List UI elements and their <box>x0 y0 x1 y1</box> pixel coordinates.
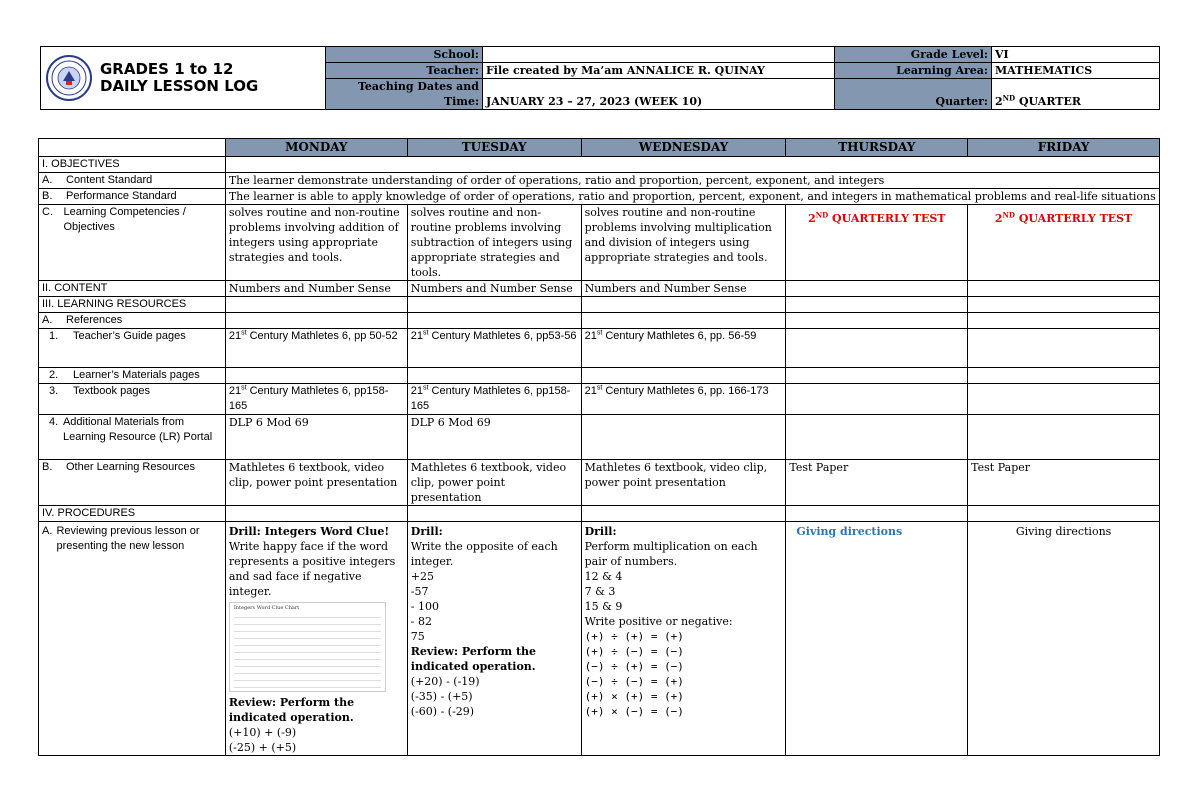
cell-blank <box>407 313 581 329</box>
tue-drill-text: Write the opposite of each integer. <box>410 540 558 568</box>
content-thursday <box>786 281 968 297</box>
qt-sup: ND <box>1002 210 1015 220</box>
tue-review-title: Review: Perform the indicated operation. <box>410 645 537 673</box>
row-num: A. <box>42 174 53 186</box>
row-label: Additional Materials from Learning Resource (LR) Portal <box>62 416 213 443</box>
tue-item: - 82 <box>410 615 432 628</box>
wed-item: 7 & 3 <box>584 585 616 598</box>
tue-op: (-60) - (-29) <box>410 705 475 718</box>
qt-rest: QUARTERLY TEST <box>828 212 946 225</box>
review-tuesday <box>407 522 581 756</box>
cell-blank <box>225 506 407 522</box>
tg-tuesday <box>407 329 581 368</box>
mon-review-title: Review: Perform the indicated operation. <box>228 696 355 724</box>
tg-wednesday <box>581 329 786 368</box>
grade-level-label: Grade Level: <box>835 47 992 63</box>
cell-blank <box>225 297 407 313</box>
qt-num: 2 <box>808 212 816 225</box>
cent-sup: st <box>241 329 247 337</box>
cell-blank <box>968 313 1160 329</box>
review-thursday: Giving directions <box>786 522 968 756</box>
tue-op: (+20) - (-19) <box>410 675 480 688</box>
cell-blank <box>407 506 581 522</box>
cent-sup: st <box>423 329 429 337</box>
school-value <box>483 47 835 63</box>
cent-num: 21 <box>410 385 424 397</box>
row-num: B. <box>42 461 53 473</box>
textbook-pages-label <box>39 384 226 415</box>
cell-blank <box>407 297 581 313</box>
content-standard-value: The learner demonstrate understanding of order of operations, ratio and proportion, percent, exponent, and integers <box>225 173 1159 189</box>
cell-blank <box>968 506 1160 522</box>
content-tuesday: Numbers and Number Sense <box>407 281 581 297</box>
tg-tuesday-text: Century Mathletes 6, pp53-56 <box>431 330 577 342</box>
tb-monday <box>225 384 407 415</box>
review-wednesday <box>581 522 786 756</box>
am-tuesday: DLP 6 Mod 69 <box>407 415 581 460</box>
wed-sign-rule: (+) ÷ (−) = (−) <box>584 645 684 658</box>
cell-blank <box>581 313 786 329</box>
wed-sign-rule: (+) × (+) = (+) <box>584 690 684 703</box>
row-label: Learner’s Materials pages <box>73 369 200 381</box>
row-label: Learning Competencies / Objectives <box>63 206 186 233</box>
cell-blank <box>786 506 968 522</box>
tue-item: 75 <box>410 630 425 643</box>
wed-drill-text: Perform multiplication on each pair of numbers. <box>584 540 758 568</box>
cell-blank <box>581 297 786 313</box>
cell-blank <box>786 313 968 329</box>
day-tuesday: TUESDAY <box>407 139 581 157</box>
mon-op: (-25) + (+5) <box>228 741 297 754</box>
quarter-rest: QUARTER <box>1015 95 1081 108</box>
review-monday <box>225 522 407 756</box>
wed-sign-rule: (+) × (−) = (−) <box>584 705 684 718</box>
olr-wednesday: Mathletes 6 textbook, video clip, power point presentation <box>581 460 786 506</box>
wed-drill-title: Drill: <box>584 525 617 538</box>
wed-sign-rule: (+) ÷ (+) = (+) <box>584 630 684 643</box>
day-monday: MONDAY <box>225 139 407 157</box>
teacher-value: File created by Ma’am ANNALICE R. QUINAY <box>483 63 835 79</box>
lc-friday-test <box>968 205 1160 281</box>
objectives-heading: I. OBJECTIVES <box>39 157 226 173</box>
cell-blank <box>225 313 407 329</box>
quarter-sup: ND <box>1002 93 1016 103</box>
tb-wednesday-text: Century Mathletes 6, pp. 166-173 <box>605 385 769 397</box>
teaching-dates-label-line1: Teaching Dates and <box>357 80 479 93</box>
teacher-label: Teacher: <box>326 63 483 79</box>
am-monday: DLP 6 Mod 69 <box>225 415 407 460</box>
school-label: School: <box>326 47 483 63</box>
row-num: 4. <box>49 416 59 428</box>
cent-num: 21 <box>584 330 597 342</box>
row-label: Performance Standard <box>66 190 177 202</box>
mon-op: (+10) + (-9) <box>228 726 297 739</box>
teachers-guide-label <box>39 329 226 368</box>
cell-blank <box>581 368 786 384</box>
teaching-dates-value: JANUARY 23 – 27, 2023 (WEEK 10) <box>483 79 835 110</box>
content-monday: Numbers and Number Sense <box>225 281 407 297</box>
row-num: B. <box>42 190 53 202</box>
word-clue-chart-image <box>229 602 386 692</box>
mon-drill-text: Write happy face if the word represents a positive integers and sad face if negative integer. <box>228 540 396 598</box>
learning-area-value: MATHEMATICS <box>992 63 1160 79</box>
form-title-line1: GRADES 1 to 12 <box>100 60 234 78</box>
row-label: References <box>66 314 123 326</box>
lc-monday: solves routine and non-routine problems involving addition of integers using appropriate strategies and tools. <box>225 205 407 281</box>
mon-drill-title: Drill: Integers Word Clue! <box>228 525 390 538</box>
day-friday: FRIDAY <box>968 139 1160 157</box>
lc-wednesday: solves routine and non-routine problems involving multiplication and division of integers using appropriate strategies and tools. <box>581 205 786 281</box>
cent-num: 21 <box>228 385 242 397</box>
day-wednesday: WEDNESDAY <box>581 139 786 157</box>
lc-tuesday: solves routine and non-routine problems involving subtraction of integers using appropriate strategies and tools. <box>407 205 581 281</box>
tue-item: -57 <box>410 585 429 598</box>
tue-item: +25 <box>410 570 434 583</box>
teaching-dates-label-line2: Time: <box>443 95 479 108</box>
review-friday: Giving directions <box>968 522 1160 756</box>
reviewing-label <box>39 522 226 756</box>
cell-blank <box>786 368 968 384</box>
wed-subtitle: Write positive or negative: <box>584 615 733 628</box>
tb-wednesday <box>581 384 786 415</box>
tg-monday-text: Century Mathletes 6, pp 50-52 <box>249 330 398 342</box>
objectives-blank <box>225 157 1159 173</box>
quarter-num: 2 <box>995 95 1003 108</box>
tb-tuesday <box>407 384 581 415</box>
cell-blank <box>968 415 1160 460</box>
olr-monday: Mathletes 6 textbook, video clip, power point presentation <box>225 460 407 506</box>
cent-num: 21 <box>410 330 424 342</box>
row-label: Textbook pages <box>73 385 151 397</box>
cent-num: 21 <box>584 385 597 397</box>
additional-materials-label <box>39 415 226 460</box>
olr-tuesday: Mathletes 6 textbook, video clip, power point presentation <box>407 460 581 506</box>
cent-sup: st <box>241 384 247 392</box>
form-title-line2: DAILY LESSON LOG <box>100 77 259 95</box>
lesson-log-table <box>38 138 1160 756</box>
learning-resources-heading: III. LEARNING RESOURCES <box>39 297 226 313</box>
blank-corner <box>39 139 226 157</box>
tue-op: (-35) - (+5) <box>410 690 473 703</box>
procedures-heading: IV. PROCEDURES <box>39 506 226 522</box>
learning-area-label: Learning Area: <box>835 63 992 79</box>
qt-sup: ND <box>815 210 829 220</box>
lc-thursday-test <box>786 205 968 281</box>
row-num: C. <box>42 206 53 218</box>
row-label: Teacher’s Guide pages <box>73 330 186 342</box>
teaching-dates-label <box>326 79 483 110</box>
content-wednesday: Numbers and Number Sense <box>581 281 786 297</box>
content-standard-label <box>39 173 226 189</box>
row-num: 2. <box>49 369 59 381</box>
cent-sup: st <box>423 384 429 392</box>
olr-thursday: Test Paper <box>786 460 968 506</box>
cell-blank <box>225 368 407 384</box>
row-label: Reviewing previous lesson or presenting the new lesson <box>56 525 200 552</box>
learning-competencies-label <box>39 205 226 281</box>
cent-num: 21 <box>228 330 242 342</box>
row-num: A. <box>42 314 53 326</box>
cell-blank <box>786 415 968 460</box>
row-num: 1. <box>49 330 59 342</box>
grade-level-value: VI <box>992 47 1160 63</box>
deped-seal-icon <box>46 55 92 101</box>
cell-blank <box>407 368 581 384</box>
content-heading: II. CONTENT <box>39 281 226 297</box>
tg-wednesday-text: Century Mathletes 6, pp. 56-59 <box>605 330 757 342</box>
tg-monday <box>225 329 407 368</box>
performance-standard-label <box>39 189 226 205</box>
content-friday <box>968 281 1160 297</box>
references-label <box>39 313 226 329</box>
tb-monday-text: Century Mathletes 6, pp158-165 <box>228 385 389 412</box>
day-thursday: THURSDAY <box>786 139 968 157</box>
cell-blank <box>786 329 968 368</box>
word-clue-chart-title: Integers Word Clue Chart <box>233 605 300 611</box>
header-table <box>40 46 1160 110</box>
wed-sign-rule: (−) ÷ (+) = (−) <box>584 660 684 673</box>
row-num: 3. <box>49 385 59 397</box>
cell-blank <box>786 384 968 415</box>
row-label: Content Standard <box>66 174 153 186</box>
cell-blank <box>581 415 786 460</box>
cell-blank <box>786 297 968 313</box>
wed-sign-rule: (−) ÷ (−) = (+) <box>584 675 684 688</box>
performance-standard-value: The learner is able to apply knowledge of order of operations, ratio and proportion, percent, exponent, and integers in mathematical problems and real-life situations <box>225 189 1159 205</box>
logo-title-cell <box>41 47 326 110</box>
cent-sup: st <box>596 384 603 392</box>
cell-blank <box>968 329 1160 368</box>
learners-materials-label <box>39 368 226 384</box>
cell-blank <box>968 368 1160 384</box>
row-label: Other Learning Resources <box>66 461 196 473</box>
cell-blank <box>968 384 1160 415</box>
olr-friday: Test Paper <box>968 460 1160 506</box>
other-resources-label <box>39 460 226 506</box>
tue-drill-title: Drill: <box>410 525 443 538</box>
quarter-label: Quarter: <box>835 79 992 110</box>
row-num: A. <box>42 525 53 537</box>
cent-sup: st <box>596 329 603 337</box>
tue-item: - 100 <box>410 600 439 613</box>
qt-rest: QUARTERLY TEST <box>1015 212 1133 225</box>
quarter-value <box>992 79 1160 110</box>
cell-blank <box>581 506 786 522</box>
wed-item: 15 & 9 <box>584 600 623 613</box>
tb-tuesday-text: Century Mathletes 6, pp158-165 <box>410 385 571 412</box>
qt-num: 2 <box>994 212 1003 225</box>
cell-blank <box>968 297 1160 313</box>
wed-item: 12 & 4 <box>584 570 623 583</box>
